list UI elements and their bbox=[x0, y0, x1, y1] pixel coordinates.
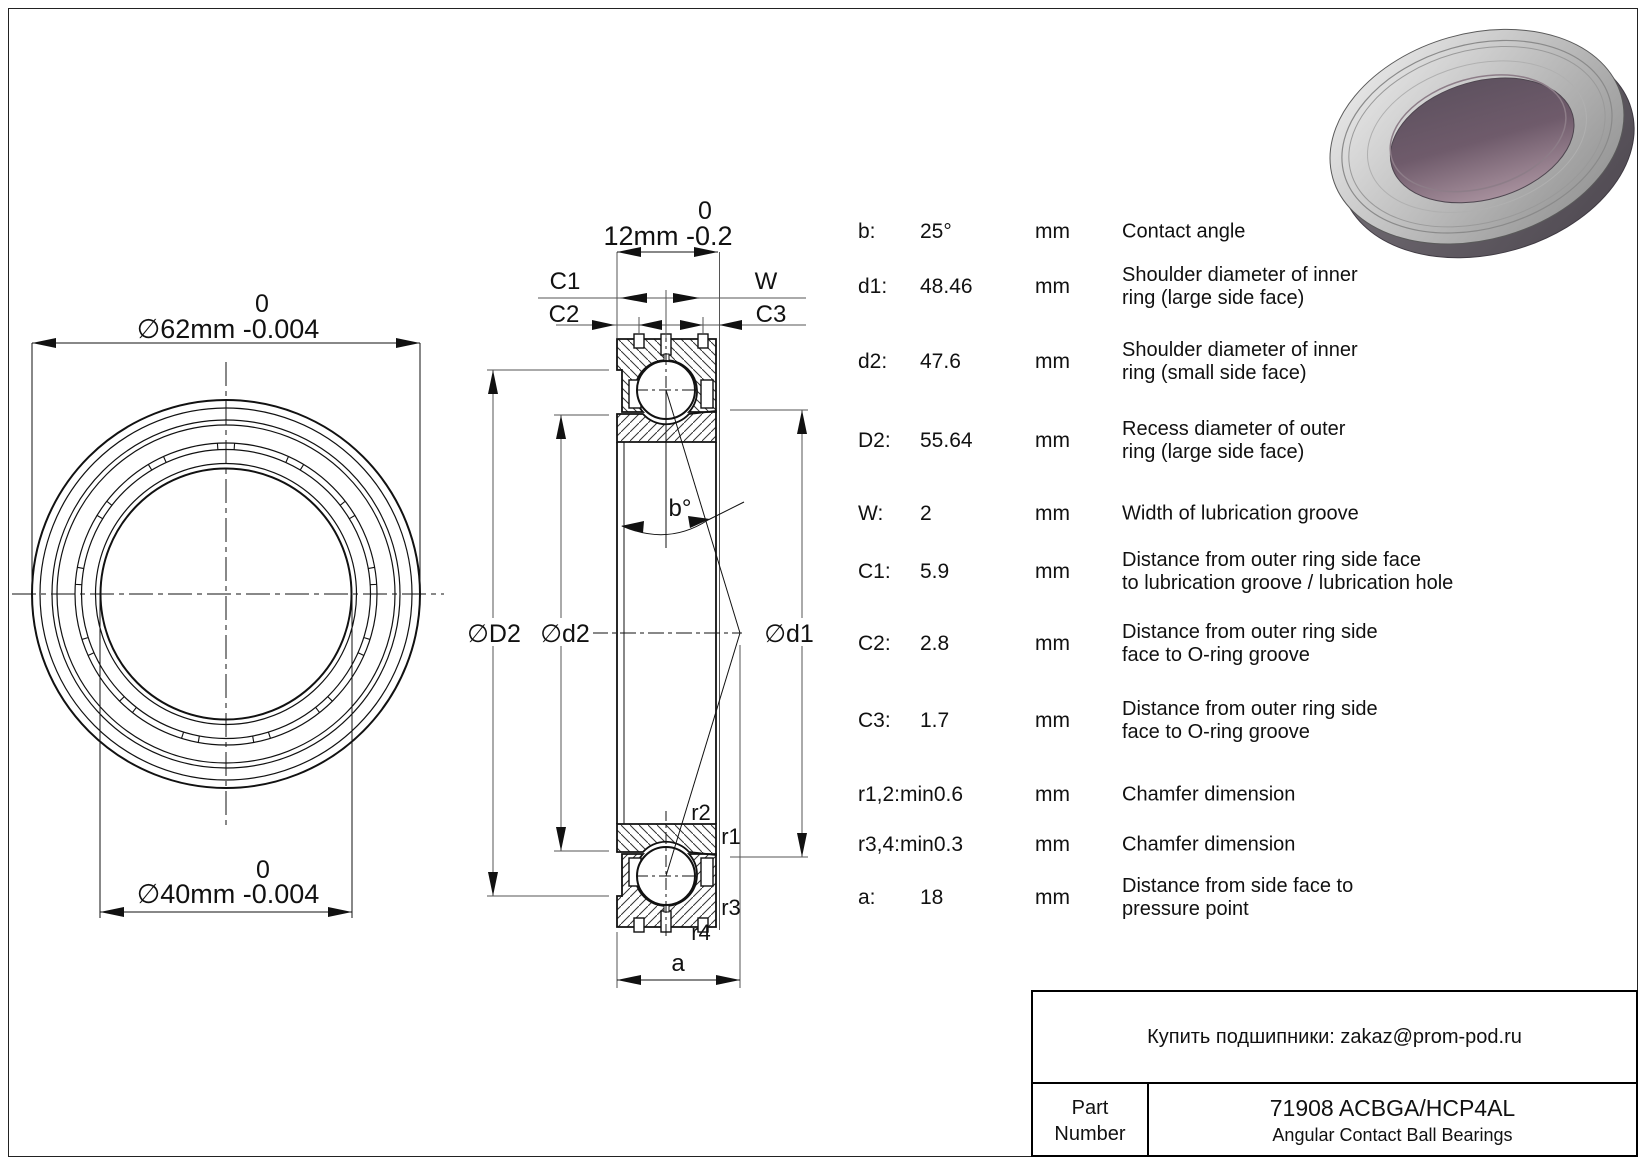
unit: mm bbox=[1035, 833, 1070, 856]
param: a: bbox=[858, 886, 876, 909]
c1-label: C1 bbox=[549, 268, 581, 295]
r2-label: r2 bbox=[691, 800, 711, 825]
spec-row-b bbox=[858, 209, 1628, 255]
r1-label: r1 bbox=[721, 824, 741, 849]
description: Width of lubrication groove bbox=[1122, 502, 1359, 525]
param: r3,4:min0.3 bbox=[858, 833, 964, 856]
unit: mm bbox=[1035, 783, 1070, 806]
part-number-cell bbox=[1149, 1084, 1636, 1157]
c3-label: C3 bbox=[755, 301, 787, 328]
unit: mm bbox=[1035, 350, 1070, 373]
spec-row-r12 bbox=[858, 772, 1628, 818]
r4-label: r4 bbox=[691, 920, 711, 945]
param: C1: bbox=[858, 560, 891, 583]
description: Chamfer dimension bbox=[1122, 783, 1296, 806]
d1-label: ∅d1 bbox=[764, 620, 814, 648]
param: C2: bbox=[858, 632, 891, 655]
spec-row-C1 bbox=[858, 549, 1628, 595]
part-number: 71908 ACBGA/HCP4AL bbox=[1269, 1095, 1516, 1121]
value: 2 bbox=[920, 502, 932, 525]
param: d2: bbox=[858, 350, 888, 373]
seller-contact-text: Купить подшипники: zakaz@prom-pod.ru bbox=[1147, 1025, 1522, 1048]
groove-dimension-line-2 bbox=[549, 301, 806, 334]
value: 25° bbox=[920, 220, 952, 243]
description: Distance from outer ring side face to O-ring groove bbox=[1122, 698, 1378, 743]
spec-row-r34 bbox=[858, 822, 1628, 868]
spec-row-C3 bbox=[858, 698, 1628, 744]
param: r1,2:min0.6 bbox=[858, 783, 964, 806]
spec-row-C2 bbox=[858, 621, 1628, 667]
a-label: a bbox=[671, 950, 685, 977]
description: Distance from outer ring side face to O-ring groove bbox=[1122, 621, 1378, 666]
param: C3: bbox=[858, 709, 891, 732]
front-view bbox=[12, 290, 444, 918]
unit: mm bbox=[1035, 220, 1070, 243]
description: Distance from side face to pressure point bbox=[1122, 875, 1354, 920]
spec-row-W bbox=[858, 491, 1628, 537]
width-tolerance-upper: 0 bbox=[698, 197, 712, 225]
unit: mm bbox=[1035, 275, 1070, 298]
unit: mm bbox=[1035, 632, 1070, 655]
seller-contact bbox=[1033, 992, 1636, 1084]
unit: mm bbox=[1035, 709, 1070, 732]
param: b: bbox=[858, 220, 876, 243]
part-label-line1: Part bbox=[1071, 1096, 1109, 1119]
value: 1.7 bbox=[920, 709, 950, 732]
title-block bbox=[1031, 990, 1638, 1157]
cross-section-view bbox=[465, 197, 816, 988]
spec-row-d1 bbox=[858, 264, 1628, 310]
width-dimension-label: 12mm -0.2 bbox=[603, 221, 733, 251]
description: Distance from outer ring side face to lubrication groove / lubrication hole bbox=[1122, 549, 1454, 594]
value: 48.46 bbox=[920, 275, 973, 298]
unit: mm bbox=[1035, 886, 1070, 909]
bore-tolerance-upper: 0 bbox=[256, 856, 270, 884]
value: 47.6 bbox=[920, 350, 961, 373]
description: Contact angle bbox=[1122, 220, 1246, 243]
description: Shoulder diameter of inner ring (large side face) bbox=[1122, 264, 1358, 309]
unit: mm bbox=[1035, 560, 1070, 583]
description: Chamfer dimension bbox=[1122, 833, 1296, 856]
description: Recess diameter of outer ring (large side face) bbox=[1122, 418, 1346, 463]
param: d1: bbox=[858, 275, 888, 298]
param: D2: bbox=[858, 429, 891, 452]
d2-label: ∅d2 bbox=[540, 620, 590, 648]
width-dimension bbox=[603, 197, 732, 338]
d1-dimension bbox=[730, 410, 816, 857]
unit: mm bbox=[1035, 502, 1070, 525]
value: 18 bbox=[920, 886, 944, 909]
spec-row-D2 bbox=[858, 418, 1628, 464]
od-tolerance-upper: 0 bbox=[255, 290, 269, 318]
param: W: bbox=[858, 502, 884, 525]
c2-label: C2 bbox=[548, 301, 580, 328]
bore-dimension-label: ∅40mm -0.004 bbox=[136, 879, 320, 909]
spec-table bbox=[858, 0, 1628, 960]
contact-angle-label: b° bbox=[668, 495, 692, 522]
od-dimension-label: ∅62mm -0.004 bbox=[136, 314, 320, 344]
part-number-label-cell bbox=[1033, 1084, 1149, 1157]
spec-row-a bbox=[858, 875, 1628, 921]
value: 5.9 bbox=[920, 560, 950, 583]
w-label: W bbox=[754, 268, 778, 295]
D2-label: ∅D2 bbox=[467, 620, 521, 648]
r3-label: r3 bbox=[721, 895, 741, 920]
a-dimension bbox=[617, 645, 740, 988]
value: 55.64 bbox=[920, 429, 973, 452]
spec-row-d2 bbox=[858, 339, 1628, 385]
part-category: Angular Contact Ball Bearings bbox=[1272, 1125, 1513, 1145]
unit: mm bbox=[1035, 429, 1070, 452]
part-label-line2: Number bbox=[1054, 1122, 1126, 1145]
description: Shoulder diameter of inner ring (small side face) bbox=[1122, 339, 1358, 384]
value: 2.8 bbox=[920, 632, 950, 655]
